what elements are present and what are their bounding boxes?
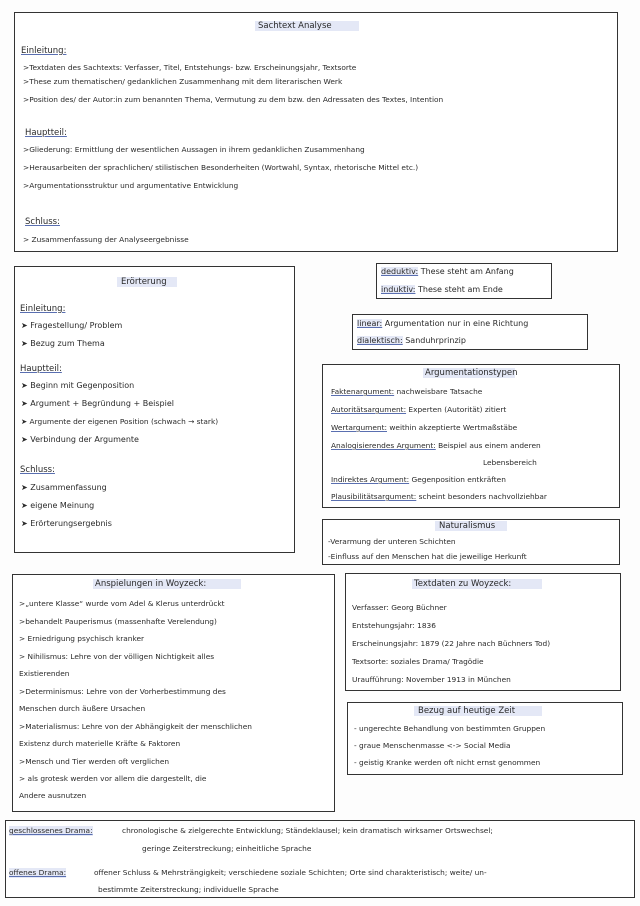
- induktiv-term: induktiv:: [381, 285, 416, 294]
- argument-type-row: [331, 441, 541, 451]
- geschlossenes-drama-text: chronologische & zielgerechte Entwicklung; Ständeklausel; kein dramatisch wirksamer Ortswechsel;: [122, 826, 493, 835]
- offenes-drama-text: offener Schluss & Mehrsträngigkeit; verschiedene soziale Schichten; Orte sind charakteristisch; weite/ un-: [94, 868, 487, 877]
- eroerterung-title: Erörterung: [121, 277, 167, 287]
- list-item: > Zusammenfassung der Analyseergebnisse: [23, 235, 189, 244]
- argument-type-term: Analogisierendes Argument:: [331, 441, 436, 450]
- dialektisch-text: Sanduhrprinzip: [405, 336, 466, 345]
- list-item: - graue Menschenmasse <-> Social Media: [354, 741, 511, 750]
- induktiv-line: [381, 285, 503, 295]
- list-item: ➤ Argument + Begründung + Beispiel: [21, 399, 174, 408]
- bezug-title: Bezug auf heutige Zeit: [418, 706, 516, 716]
- textdaten-line: Uraufführung: November 1913 in München: [352, 675, 511, 684]
- naturalismus-box: [322, 519, 620, 565]
- geschlossenes-drama-text-continued: geringe Zeiterstreckung; einheitliche Sprache: [142, 844, 312, 853]
- list-item: >Textdaten des Sachtexts: Verfasser, Titel, Entstehungs- bzw. Erscheinungsjahr, Textsorte: [23, 63, 357, 72]
- list-item: >Mensch und Tier werden oft verglichen: [19, 757, 170, 766]
- sachtext-analyse-box: [14, 12, 618, 252]
- eroerterung-box: [14, 266, 295, 553]
- linear-line: [357, 319, 528, 329]
- argument-type-row: [331, 387, 482, 397]
- list-item: >Position des/ der Autor:in zum benannten Thema, Vermutung zu dem bzw. den Adressaten des Textes, Intention: [23, 95, 444, 104]
- sachtext-title: Sachtext Analyse: [258, 21, 332, 31]
- argument-type-row: [331, 475, 506, 485]
- argument-type-row: [331, 405, 506, 415]
- argument-type-term: Autoritätsargument:: [331, 405, 407, 414]
- list-item: ➤ eigene Meinung: [21, 501, 95, 510]
- induktiv-text: These steht am Ende: [417, 285, 503, 294]
- argument-type-text: Beispiel aus einem anderen: [438, 441, 541, 450]
- argument-type-row: [331, 423, 517, 433]
- argument-type-row: [331, 492, 547, 502]
- textdaten-line: Erscheinungsjahr: 1879 (22 Jahre nach Büchners Tod): [352, 639, 551, 648]
- argumentationstypen-title: Argumentationstypen: [425, 368, 518, 378]
- linear-term: linear:: [357, 319, 383, 328]
- textdaten-line: Entstehungsjahr: 1836: [352, 621, 436, 630]
- argument-type-text: scheint besonders nachvollziehbar: [418, 492, 547, 501]
- list-item-continuation: Existenz durch materielle Kräfte & Faktoren: [19, 739, 181, 748]
- list-item: >„untere Klasse“ wurde vom Adel & Klerus unterdrückt: [19, 599, 225, 608]
- list-item: >behandelt Pauperismus (massenhafte Verelendung): [19, 617, 217, 626]
- list-item: >Materialismus: Lehre von der Abhängigkeit der menschlichen: [19, 722, 252, 731]
- list-item: ➤ Verbindung der Argumente: [21, 435, 139, 444]
- eroerterung-hauptteil-heading: Hauptteil:: [20, 364, 62, 374]
- textdaten-box: [345, 573, 621, 691]
- eroerterung-einleitung-heading: Einleitung:: [20, 304, 66, 314]
- argument-type-text: nachweisbare Tatsache: [396, 387, 483, 396]
- offenes-drama-text-continued: bestimmte Zeiterstreckung; individuelle Sprache: [98, 885, 279, 894]
- sachtext-schluss-heading: Schluss:: [25, 217, 60, 227]
- list-item: >Herausarbeiten der sprachlichen/ stilistischen Besonderheiten (Wortwahl, Syntax, rhetorische Mittel etc.): [23, 163, 419, 172]
- textdaten-line: Verfasser: Georg Büchner: [352, 603, 447, 612]
- list-item: >Gliederung: Ermittlung der wesentlichen Aussagen in ihrem gedanklichen Zusammenhang: [23, 145, 365, 154]
- deduktiv-text: These steht am Anfang: [420, 267, 514, 276]
- offenes-drama-term: offenes Drama:: [9, 868, 67, 877]
- deduktiv-term: deduktiv:: [381, 267, 419, 276]
- list-item: > Nihilismus: Lehre von der völligen Nichtigkeit alles: [19, 652, 215, 661]
- argument-type-term: Plausibilitätsargument:: [331, 492, 417, 501]
- linear-dialektisch-box: [352, 314, 588, 350]
- bezug-box: [347, 702, 623, 775]
- sachtext-einleitung-heading: Einleitung:: [21, 46, 67, 56]
- textdaten-line: Textsorte: soziales Drama/ Tragödie: [352, 657, 484, 666]
- sachtext-hauptteil-heading: Hauptteil:: [25, 128, 67, 138]
- deduktiv-induktiv-box: [376, 263, 552, 299]
- list-item-continuation: Menschen durch äußere Ursachen: [19, 704, 146, 713]
- argument-type-term: Wertargument:: [331, 423, 387, 432]
- list-item: ➤ Beginn mit Gegenposition: [21, 381, 135, 390]
- argument-type-text: Gegenposition entkräften: [411, 475, 506, 484]
- argument-type-continuation: Lebensbereich: [483, 458, 537, 467]
- anspielungen-box: [12, 574, 335, 812]
- list-item: > als grotesk werden vor allem die dargestellt, die: [19, 774, 207, 783]
- drama-box: [5, 820, 635, 898]
- list-item: > Erniedrigung psychisch kranker: [19, 634, 145, 643]
- geschlossenes-drama-term: geschlossenes Drama:: [9, 826, 93, 835]
- naturalismus-title: Naturalismus: [439, 521, 496, 531]
- list-item: ➤ Bezug zum Thema: [21, 339, 105, 348]
- eroerterung-schluss-heading: Schluss:: [20, 465, 55, 475]
- list-item: ➤ Fragestellung/ Problem: [21, 321, 123, 330]
- anspielungen-title: Anspielungen in Woyzeck:: [95, 579, 207, 589]
- deduktiv-line: [381, 267, 514, 277]
- list-item: - geistig Kranke werden oft nicht ernst genommen: [354, 758, 541, 767]
- list-item: ➤ Zusammenfassung: [21, 483, 107, 492]
- argumentationstypen-box: [322, 364, 620, 508]
- list-item: -Einfluss auf den Menschen hat die jeweilige Herkunft: [328, 552, 527, 561]
- argument-type-term: Indirektes Argument:: [331, 475, 410, 484]
- textdaten-title: Textdaten zu Woyzeck:: [414, 579, 512, 589]
- argument-type-term: Faktenargument:: [331, 387, 395, 396]
- dialektisch-term: dialektisch:: [357, 336, 403, 345]
- linear-text: Argumentation nur in eine Richtung: [384, 319, 529, 328]
- list-item: >These zum thematischen/ gedanklichen Zusammenhang mit dem literarischen Werk: [23, 77, 343, 86]
- dialektisch-line: [357, 336, 466, 346]
- argument-type-text: Experten (Autorität) zitiert: [408, 405, 507, 414]
- list-item-continuation: Existierenden: [19, 669, 70, 678]
- list-item-continuation: Andere ausnutzen: [19, 791, 87, 800]
- list-item: ➤ Argumente der eigenen Position (schwach → stark): [21, 417, 219, 426]
- list-item: -Verarmung der unteren Schichten: [328, 537, 456, 546]
- list-item: >Determinismus: Lehre von der Vorherbestimmung des: [19, 687, 226, 696]
- list-item: ➤ Erörterungsergebnis: [21, 519, 112, 528]
- list-item: >Argumentationsstruktur und argumentative Entwicklung: [23, 181, 239, 190]
- list-item: - ungerechte Behandlung von bestimmten Gruppen: [354, 724, 546, 733]
- argument-type-text: weithin akzeptierte Wertmaßstäbe: [389, 423, 518, 432]
